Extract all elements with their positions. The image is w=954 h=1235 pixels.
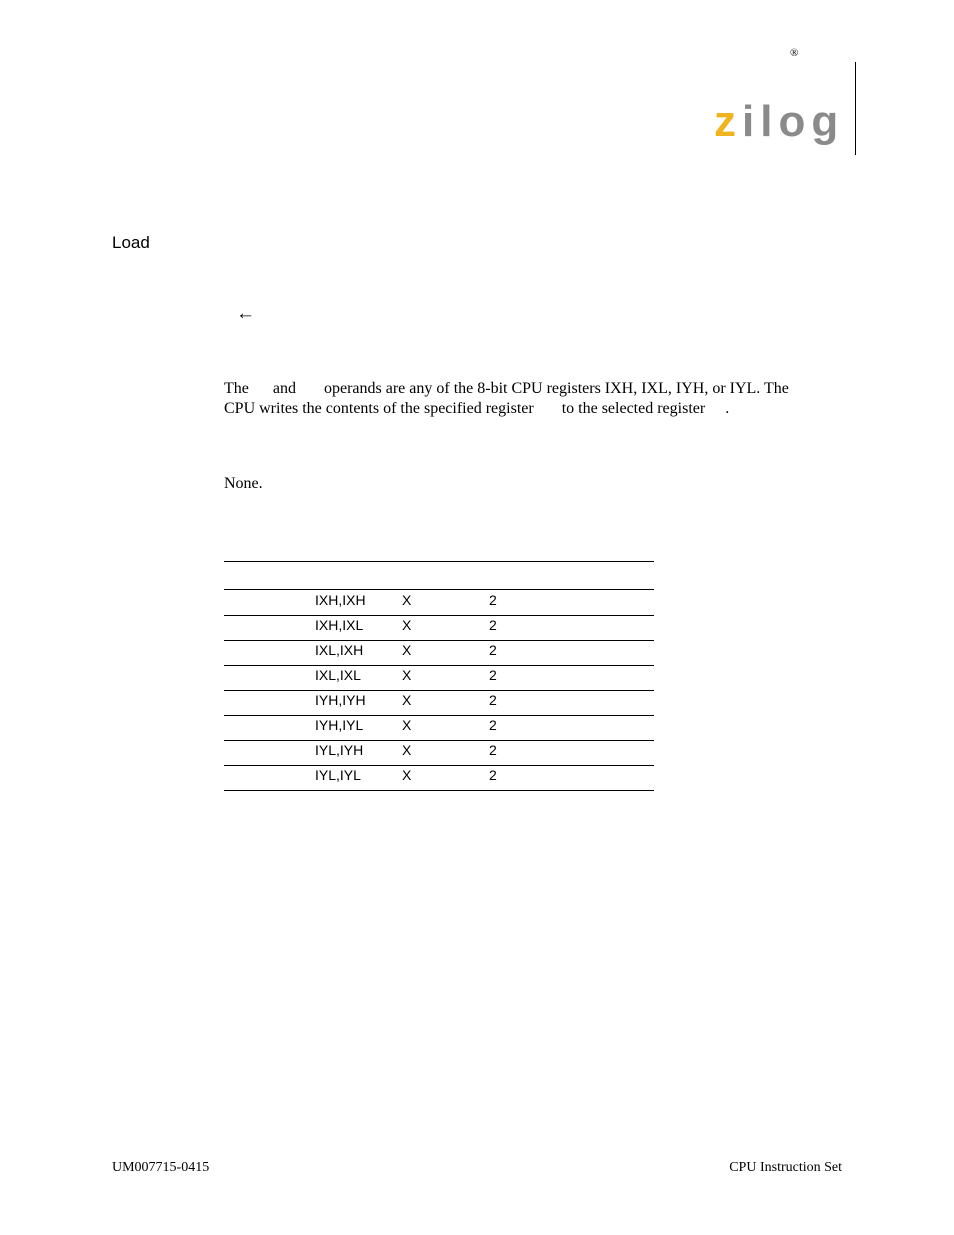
x-cell: X (402, 617, 412, 633)
x-cell: X (402, 742, 412, 758)
footer-section-name: CPU Instruction Set (729, 1160, 842, 1175)
description-line-1: The and operands are any of the 8-bit CPU registers IXH, IXL, IYH, or IYL. The (224, 380, 789, 397)
operand-cell: IYH,IYL (315, 717, 364, 733)
cycles-cell: 2 (489, 592, 497, 608)
table-row (224, 765, 654, 791)
operand-cell: IYL,IYL (315, 767, 361, 783)
header-divider (855, 62, 856, 155)
cycles-cell: 2 (489, 692, 497, 708)
cycles-cell: 2 (489, 642, 497, 658)
logo-letters-ilog: ilog (742, 104, 845, 146)
section-title: Load (112, 233, 150, 252)
table-row (224, 690, 654, 716)
table-row (224, 665, 654, 691)
logo-letter-z: z (714, 104, 736, 146)
zilog-logo (714, 104, 846, 158)
table-row (224, 590, 654, 616)
cycles-cell: 2 (489, 742, 497, 758)
table-row (224, 740, 654, 766)
footer-doc-number: UM007715-0415 (112, 1160, 210, 1175)
table-row (224, 715, 654, 741)
cycles-cell: 2 (489, 617, 497, 633)
cycles-cell: 2 (489, 767, 497, 783)
x-cell: X (402, 592, 412, 608)
operand-cell: IYL,IYH (315, 742, 364, 758)
registered-mark: ® (790, 47, 799, 59)
table-top-rule (224, 561, 654, 562)
condition-codes-text: None. (224, 475, 263, 492)
x-cell: X (402, 667, 412, 683)
table-row (224, 640, 654, 666)
operand-cell: IXH,IXH (315, 592, 366, 608)
operand-cell: IYH,IYH (315, 692, 366, 708)
cycles-cell: 2 (489, 667, 497, 683)
cycles-cell: 2 (489, 717, 497, 733)
x-cell: X (402, 717, 412, 733)
operand-cell: IXH,IXL (315, 617, 364, 633)
table-row (224, 615, 654, 641)
x-cell: X (402, 642, 412, 658)
operand-cell: IXL,IXH (315, 642, 364, 658)
description-line-2: CPU writes the contents of the specified register to the selected register . (224, 400, 730, 417)
operand-cell: IXL,IXL (315, 667, 361, 683)
x-cell: X (402, 692, 412, 708)
x-cell: X (402, 767, 412, 783)
operation-arrow: ← (236, 303, 255, 324)
